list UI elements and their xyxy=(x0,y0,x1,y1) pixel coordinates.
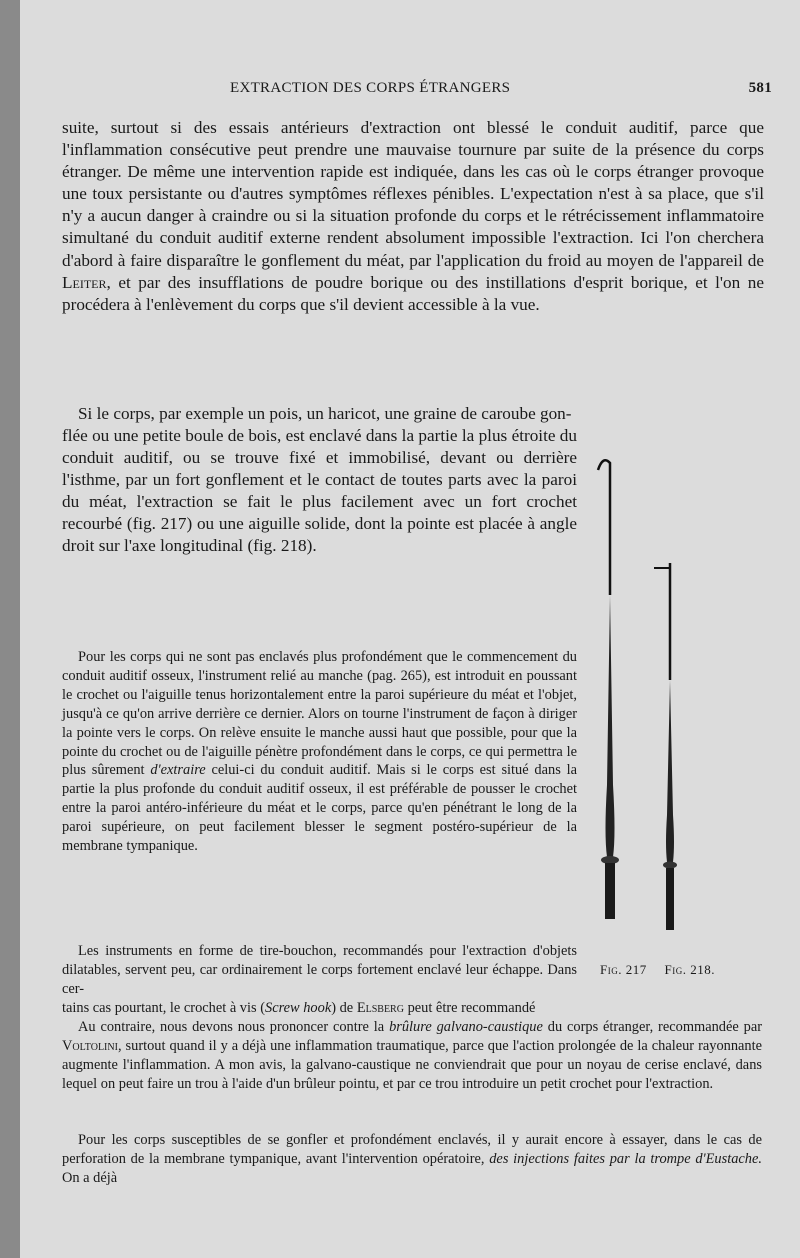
small-paragraph-3 xyxy=(62,1018,762,1094)
figure-218-caption: Fig. 218. xyxy=(664,962,715,977)
page-number: 581 xyxy=(748,80,772,96)
paragraph-2-text: flée ou une petite boule de bois, est enclavé dans la partie la plus étroite du conduit auditif, ou se trouve fixé et immobilisé, devant ou derrière l'isthme, par un fort gonflement et le contact de toutes parts avec la paroi du méat, l'extraction se fait le plus facilement avec un fort crochet recourbé (fig. 217) ou une aiguille solide, dont la pointe est placée à angle droit sur l'axe longitudinal (fig. 218). xyxy=(62,426,577,556)
screw-hook-emphasis: Screw hook xyxy=(265,1000,332,1016)
small-paragraph-1-text-b: celui-ci du conduit auditif. Mais si le corps est situé dans la partie la plus profonde du conduit auditif osseux, il est préférable de pousser le crochet entre la paroi antéro-inférieure du méat et le corps, parce qu'en pénétrant le long de la paroi supérieure, on peut facilement blesser le segment postéro-supérieur de la membrane tympanique. xyxy=(62,762,577,855)
small-paragraph-2-text-c: ) de xyxy=(331,1000,354,1016)
figure-217-hook xyxy=(595,455,635,925)
small-paragraph-3-text-c: , surtout quand il y a déjà une inflammation traumatique, parce que l'action prolongée de la chaleur rayonnante augmente l'inflammation. A mon avis, la galvano-caustique ne conviendrait que pour un noyau de cerise enclavé, dans lequel on peut faire un trou à l'aide d'un brûleur pointu, et par ce trou introduire un petit crochet pour l'extraction. xyxy=(62,1037,762,1092)
paragraph-1-text-a: suite, surtout si des essais antérieurs d'extraction ont blessé le conduit auditif, parce que l'inflammation consécutive peut prendre une mauvaise tournure par suite de la présence du corps étranger. De même une intervention rapide est indiquée, dans les cas où le corps étranger provoque une toux persistante ou d'autres symptômes réflexes pénibles. L'expectation n'est à sa place, que s'il n'y a aucun danger à craindre ou si la situation profonde du corps et le rétrécissement inflammatoire simultané du conduit auditif externe rendent absolument impossible l'extraction. Ici l'on cherchera d'abord à faire disparaître le gonflement du méat, par l'application du froid au moyen de l'appareil de xyxy=(62,118,764,270)
small-paragraph-4 xyxy=(62,1131,762,1188)
figure-217-caption: Fig. 217 xyxy=(600,962,647,977)
small-paragraph-1 xyxy=(62,648,577,856)
author-elsberg: Elsberg xyxy=(356,1000,404,1016)
chapter-title: EXTRACTION DES CORPS ÉTRANGERS xyxy=(230,80,511,96)
small-paragraph-4-text-a: Pour les corps susceptibles de se gonfler et profondément enclavés, il y aurait encore à essayer, dans le cas de perforation de la membrane tympanique, avant l'intervention opératoire, xyxy=(62,1132,762,1167)
paragraph-1-text-b: , et par des insufflations de poudre borique ou des instillations d'esprit borique, et l'on ne procédera à l'enlèvement du corps que s'il devient accessible à la vue. xyxy=(62,272,764,314)
small-paragraph-3-text-b: du corps étranger, recommandée par xyxy=(547,1019,762,1035)
paragraph-2-first-line xyxy=(62,403,764,425)
figure-captions xyxy=(600,962,729,978)
author-voltolini: Voltolini xyxy=(62,1037,118,1054)
small-paragraph-2-wide xyxy=(62,999,762,1018)
small-paragraph-1-emphasis: d'extraire xyxy=(150,762,206,779)
paragraph-2-line: Si le corps, par exemple un pois, un haricot, une graine de caroube gon- xyxy=(78,404,572,423)
small-paragraph-2-narrow xyxy=(62,942,577,999)
small-paragraph-2-text-b: tains cas pourtant, le crochet à vis ( xyxy=(62,1000,265,1016)
small-paragraph-4-text-b: On a déjà xyxy=(62,1169,118,1186)
small-paragraph-2-text-d: peut être recommandé xyxy=(407,1000,536,1016)
figure-218-needle xyxy=(652,560,692,935)
author-leiter: Leiter xyxy=(62,272,107,292)
small-paragraph-3-text-a: Au contraire, nous devons nous prononcer contre la xyxy=(78,1019,385,1035)
paragraph-2 xyxy=(62,425,577,558)
paragraph-1 xyxy=(62,117,764,316)
galvano-caustique-emphasis: brûlure galvano-caustique xyxy=(389,1019,543,1035)
small-paragraph-1-text-a: Pour les corps qui ne sont pas enclavés plus profondément que le commencement du conduit auditif osseux, l'instrument relié au manche (pag. 265), est introduit en poussant le crochet ou l'aiguille tenus horizontalement entre la paroi supérieure du méat et l'objet, jusqu'à ce qu'on arrive derrière ce dernier. Alors on tourne l'instrument de façon à diriger la pointe vers le corps. On relève ensuite le manche aussi haut que possible, pour que la pointe du crochet ou de l'aiguille pénètre profondément dans le corps, ce qui permettra le plus sûrement xyxy=(62,649,577,779)
book-page xyxy=(20,0,800,1258)
injections-emphasis: des injections faites par la trompe d'Eustache. xyxy=(489,1150,762,1167)
running-header xyxy=(20,80,800,102)
small-paragraph-2-text: Les instruments en forme de tire-bouchon, recommandés pour l'extraction d'objets dilatables, servent peu, car ordinairement le corps fortement enclavé leur échappe. Dans cer- xyxy=(62,943,577,997)
